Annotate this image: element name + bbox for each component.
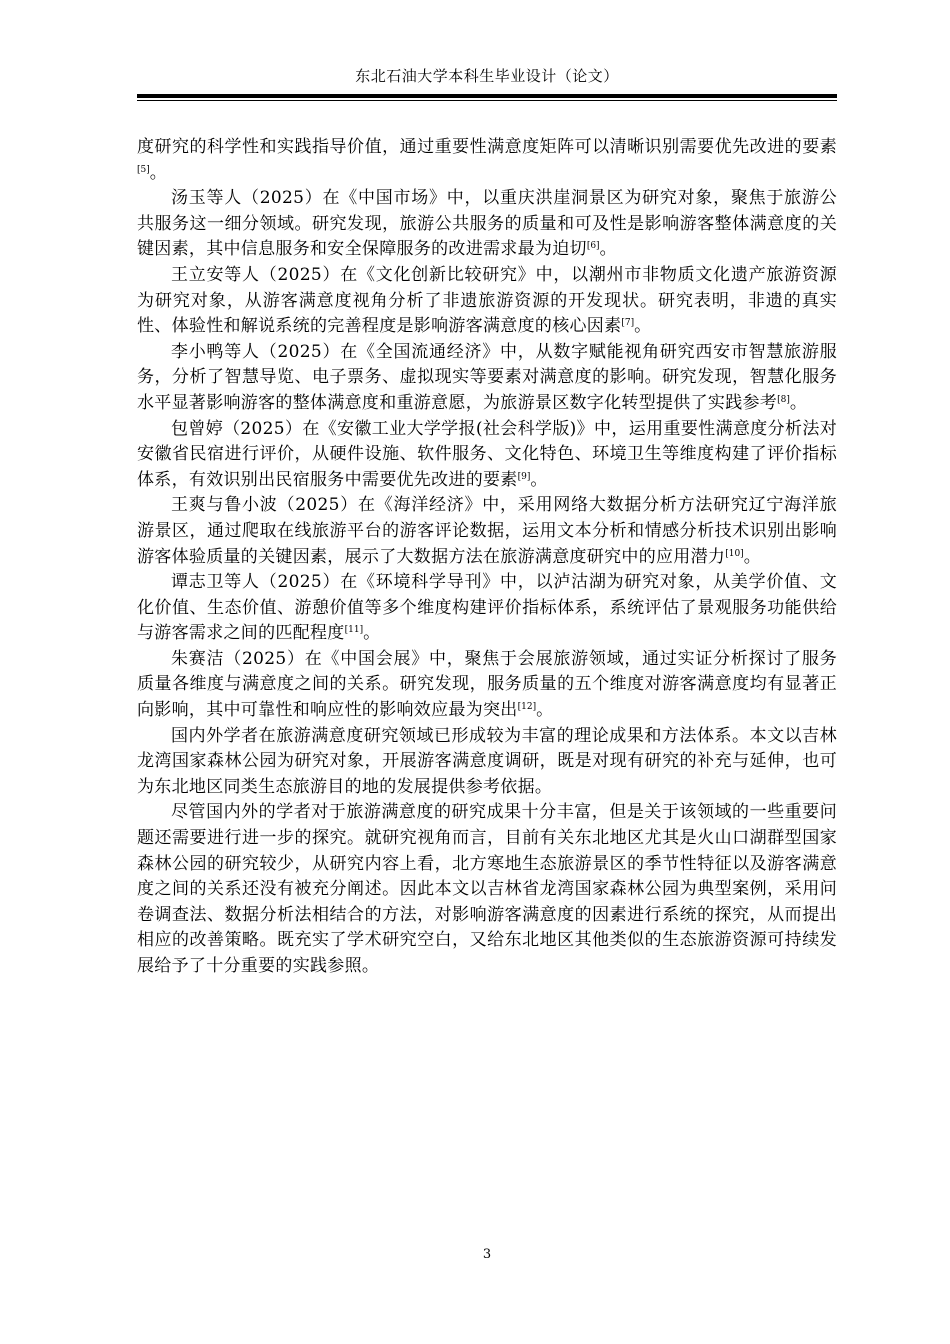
paragraph-2 [137,186,837,263]
paragraph-tail: 。 [789,392,808,413]
paragraph-text: 朱赛洁（2025）在《中国会展》中，聚焦于会展旅游领域，通过实证分析探讨了服务质量各维度与满意度之间的关系。研究发现，服务质量的五个维度对游客满意度均有显著正向影响，其中可靠性和响应性的影响效应最为突出 [137,648,837,721]
paragraph-tail: 。 [599,239,617,260]
citation-marker: [10] [725,548,744,559]
paragraph-6 [137,493,837,570]
paragraph-text: 国内外学者在旅游满意度研究领域已形成较为丰富的理论成果和方法体系。本文以吉林龙湾国家森林公园为研究对象，开展游客满意度调研，既是对现有研究的补充与延伸，也可为东北地区同类生态旅游目的地的发展提供参考依据。 [137,725,837,797]
body-text [137,135,837,980]
paragraph-tail: 。 [363,623,381,644]
paragraph-7 [137,570,837,647]
paragraph-tail: 。 [536,700,554,721]
paragraph-3 [137,263,837,340]
citation-marker: [11] [344,625,364,636]
citation-marker: [9] [517,471,531,482]
paragraph-1 [137,135,837,186]
header-rule-thick [137,94,837,98]
running-header: 东北石油大学本科生毕业设计（论文） [355,67,619,85]
citation-marker: [5] [137,164,150,175]
paragraph-tail: 。 [634,316,652,337]
paragraph-9 [137,724,837,801]
citation-marker: [8] [777,394,790,405]
paragraph-text: 谭志卫等人（2025）在《环境科学导刊》中，以泸沽湖为研究对象，从美学价值、文化价值、生态价值、游憩价值等多个维度构建评价指标体系，系统评估了景观服务功能供给与游客需求之间的匹配程度 [137,572,837,644]
paragraph-text: 尽管国内外的学者对于旅游满意度的研究成果十分丰富，但是关于该领域的一些重要问题还需要进行进一步的探究。就研究视角而言，目前有关东北地区尤其是火山口湖群型国家森林公园的研究较少，从研究内容上看，北方寒地生态旅游景区的季节性特征以及游客满意度之间的关系还没有被充分阐述。因此本文以吉林省龙湾国家森林公园为典型案例，采用问卷调查法、数据分析法相结合的方法，对影响游客满意度的因素进行系统的探究，从而提出相应的改善策略。既充实了学术研究空白，又给东北地区其他类似的生态旅游资源可持续发展给予了十分重要的实践参照。 [137,802,837,976]
paragraph-tail: 。 [743,546,761,567]
paragraph-4 [137,340,837,417]
citation-marker: [6] [586,241,600,252]
paragraph-8 [137,647,837,724]
paragraph-tail: 。 [149,162,168,183]
citation-marker: [12] [517,702,537,713]
paragraph-text: 王爽与鲁小波（2025）在《海洋经济》中，采用网络大数据分析方法研究辽宁海洋旅游景区，通过爬取在线旅游平台的游客评论数据，运用文本分析和情感分析技术识别出影响游客体验质量的关键因素，展示了大数据方法在旅游满意度研究中的应用潜力 [137,495,837,567]
citation-marker: [7] [621,318,635,329]
paragraph-text: 包曾婷（2025）在《安徽工业大学学报(社会科学版)》中，运用重要性满意度分析法对安徽省民宿进行评价，从硬件设施、软件服务、文化特色、环境卫生等维度构建了评价指标体系，有效识别出民宿服务中需要优先改进的要素 [137,418,837,490]
paragraph-tail: 。 [530,469,548,490]
paragraph-text: 李小鸭等人（2025）在《全国流通经济》中，从数字赋能视角研究西安市智慧旅游服务，分析了智慧导览、电子票务、虚拟现实等要素对满意度的影响。研究发现，智慧化服务水平显著影响游客的整体满意度和重游意愿，为旅游景区数字化转型提供了实践参考 [137,341,837,413]
header-rule-thin [137,100,837,101]
page-number: 3 [482,1247,492,1262]
paragraph-text: 度研究的科学性和实践指导价值，通过重要性满意度矩阵可以清晰识别需要优先改进的要素 [137,137,837,157]
paragraph-text: 王立安等人（2025）在《文化创新比较研究》中，以潮州市非物质文化遗产旅游资源为研究对象，从游客满意度视角分析了非遗旅游资源的开发现状。研究表明，非遗的真实性、体验性和解说系统的完善程度是影响游客满意度的核心因素 [137,264,837,337]
paragraph-text: 汤玉等人（2025）在《中国市场》中，以重庆洪崖洞景区为研究对象，聚焦于旅游公共服务这一细分领域。研究发现，旅游公共服务的质量和可及性是影响游客整体满意度的关键因素，其中信息服务和安全保障服务的改进需求最为迫切 [137,188,837,260]
paragraph-5 [137,417,837,494]
paragraph-10 [137,800,837,979]
